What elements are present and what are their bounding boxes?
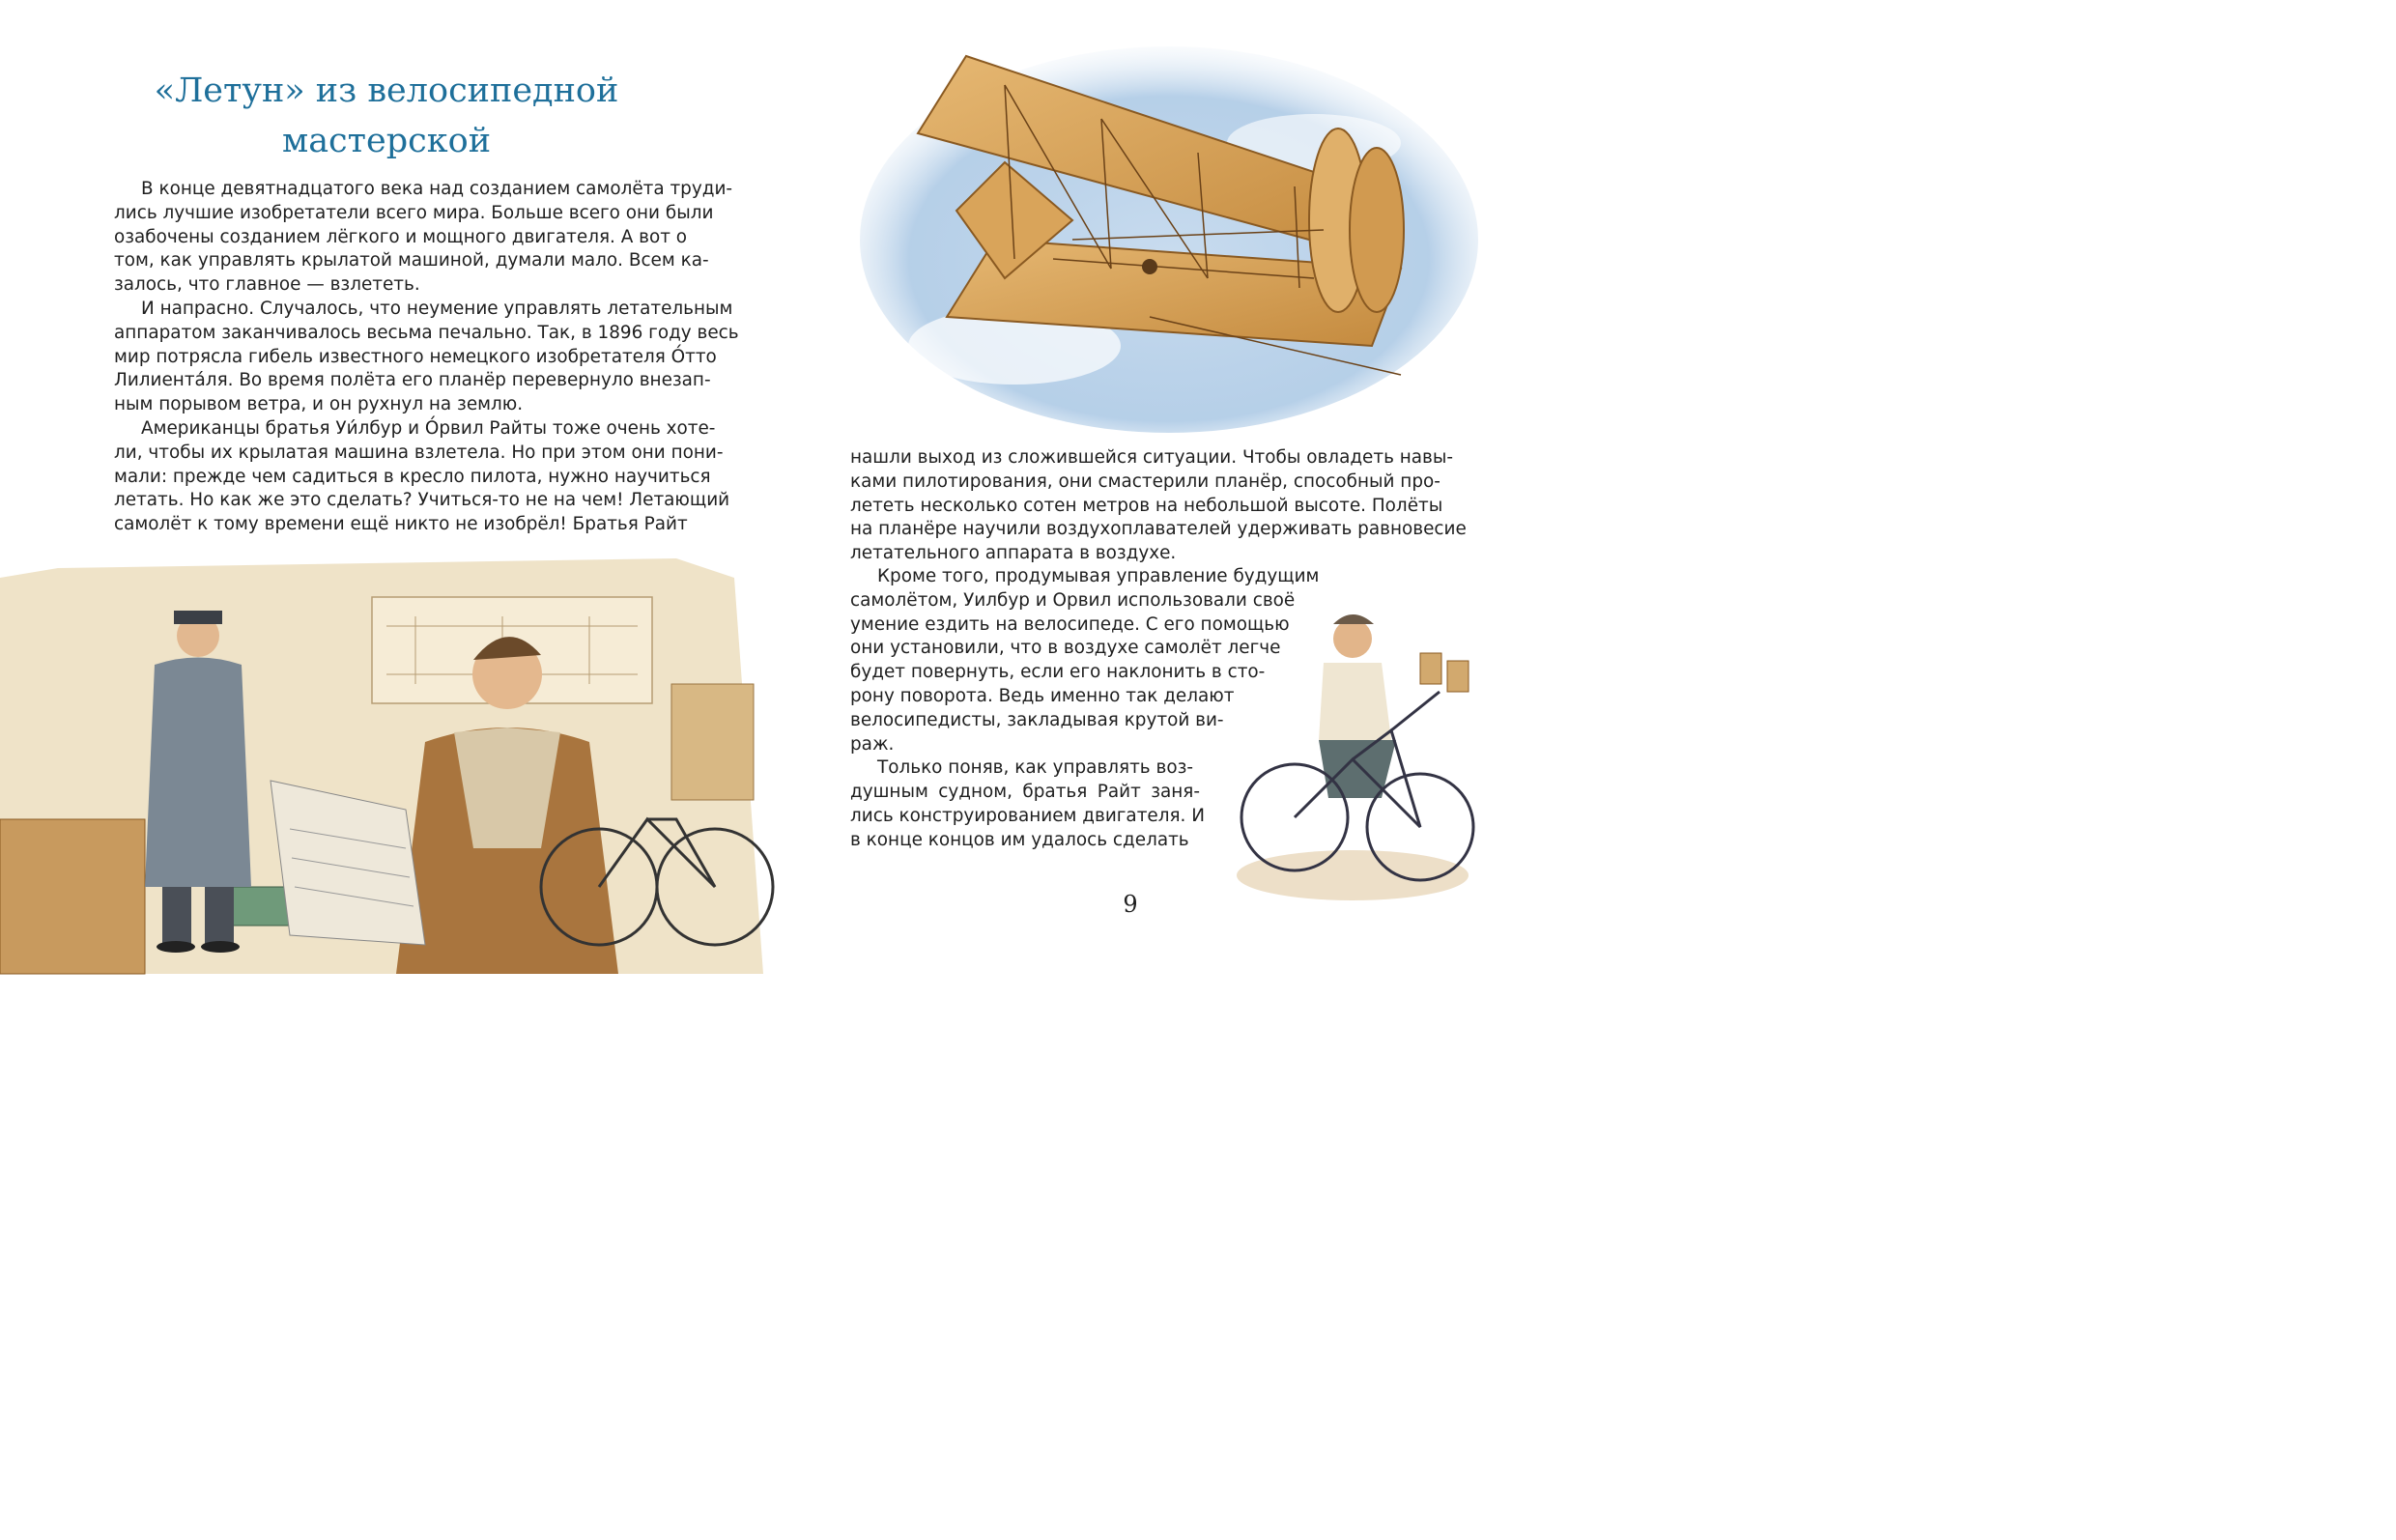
paragraph-line: залось, что главное — взлететь. xyxy=(114,274,420,296)
paragraph-line: том, как управлять крылатой машиной, думали мало. Всем ка- xyxy=(114,250,709,271)
wicker-basket xyxy=(671,684,754,800)
paragraph-line: аппаратом заканчивалось весьма печально. Так, в 1896 году весь xyxy=(114,322,739,343)
paragraph-line: они установили, что в воздухе самолёт легче xyxy=(850,638,1281,659)
paragraph-line: самолётом, Уилбур и Орвил использовали своё xyxy=(850,589,1296,611)
paragraph-line: летать. Но как же это сделать? Учиться-то не на чем! Летающий xyxy=(114,490,730,511)
paragraph-line: В конце девятнадцатого века над созданием самолёта труди- xyxy=(141,179,733,199)
paragraph-line: ли, чтобы их крылатая машина взлетела. Но при этом они пони- xyxy=(114,442,724,463)
paragraph-line: ками пилотирования, они смастерили планёр, способный про- xyxy=(850,471,1440,492)
paragraph-line: в конце концов им удалось сделать xyxy=(850,829,1189,850)
airplane-illustration xyxy=(860,27,1470,433)
paragraph-line: ным порывом ветра, и он рухнул на землю. xyxy=(114,394,524,415)
paragraph-line: Лилиента́ля. Во время полёта его планёр перевернуло внезап- xyxy=(114,370,711,391)
workshop-illustration xyxy=(0,558,763,974)
paragraph-line: озабочены созданием лёгкого и мощного двигателя. А вот о xyxy=(114,226,688,247)
paragraph-line: на планёре научили воздухоплавателей удерживать равновесие xyxy=(850,519,1467,540)
rudder xyxy=(1350,148,1404,312)
right-text-column-top xyxy=(850,446,1467,566)
cyclist-illustration xyxy=(1227,585,1478,904)
paragraph-line: душным судном, братья Райт заня- xyxy=(850,782,1200,803)
left-text-column xyxy=(114,178,739,537)
workbench xyxy=(0,819,145,974)
paragraph-line: Только поняв, как управлять воз- xyxy=(877,757,1193,779)
paragraph-line: Кроме того, продумывая управление будущим xyxy=(877,566,1320,586)
paragraph-line: будет повернуть, если его наклонить в сто- xyxy=(850,662,1266,683)
paragraph-line: лись конструированием двигателя. И xyxy=(850,805,1205,826)
paragraph-line: И напрасно. Случалось, что неумение управлять летательным xyxy=(141,298,733,319)
paragraph-line: умение ездить на велосипеде. С его помощью xyxy=(850,613,1290,635)
dust-cloud xyxy=(1237,850,1469,900)
paragraph-line: нашли выход из сложившейся ситуации. Чтобы овладеть навы- xyxy=(850,447,1454,468)
pilot xyxy=(1142,259,1157,274)
paragraph-line: летательного аппарата в воздухе. xyxy=(850,543,1177,564)
paragraph-line: лететь несколько сотен метров на небольшой высоте. Полёты xyxy=(850,495,1443,516)
paragraph-line: Американцы братья Уи́лбур и О́рвил Райты тоже очень хоте- xyxy=(141,417,716,439)
page-title: «Летун» из велосипедной мастерской xyxy=(154,71,619,160)
paragraph-line: раж. xyxy=(850,733,895,755)
paragraph-line: рону поворота. Ведь именно так делают xyxy=(850,685,1235,706)
page-number: 9 xyxy=(1123,891,1138,918)
paragraph-line: мали: прежде чем садиться в кресло пилота, нужно научиться xyxy=(114,466,711,487)
paragraph-line: лись лучшие изобретатели всего мира. Больше всего они были xyxy=(114,202,714,223)
paragraph-line: мир потрясла гибель известного немецкого изобретателя О́тто xyxy=(114,346,717,367)
paragraph-line: велосипедисты, закладывая крутой ви- xyxy=(850,709,1224,730)
paragraph-line: самолёт к тому времени ещё никто не изобрёл! Братья Райт xyxy=(114,514,688,535)
